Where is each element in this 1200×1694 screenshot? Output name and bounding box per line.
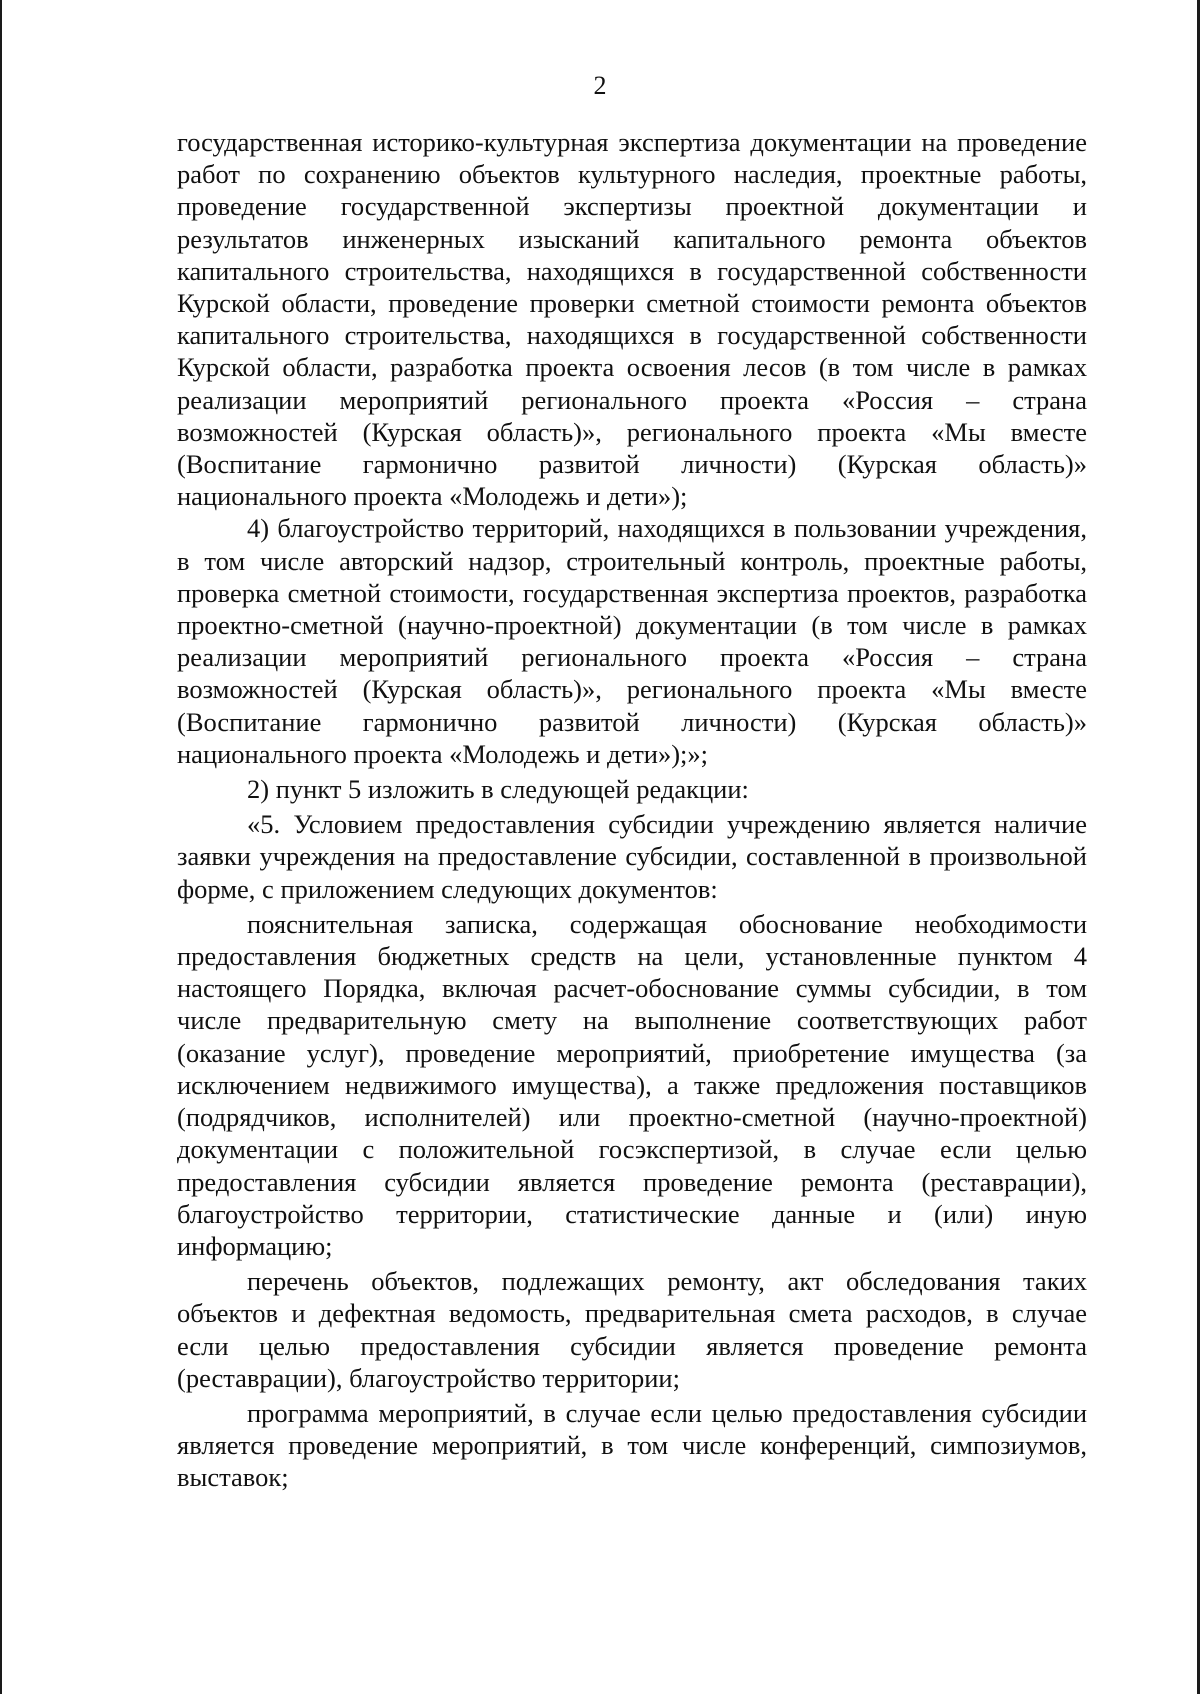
paragraph-continuation: государственная историко-культурная экспертиза документации на проведение работ по сохранению объектов культурного наследия, проектные работы, проведение государственной экспертизы проектной документации и результатов инженерных изысканий капитального ремонта объектов капитального строительства, находящихся в государственной собственности Курской области, проведение проверки сметной стоимости ремонта объектов капитального строительства, находящихся в государственной собственности Курской области, разработка проекта освоения лесов (в том числе в рамках реализации мероприятий регионального проекта «Россия – страна возможностей (Курская область)», регионального проекта «Мы вместе (Воспитание гармонично развитой личности) (Курская область)» национального проекта «Молодежь и дети»);: [177, 127, 1087, 512]
paragraph-clause-5: «5. Условием предоставления субсидии учреждению является наличие заявки учреждения на предоставление субсидии, составленной в произвольной форме, с приложением следующих документов:: [177, 809, 1087, 904]
document-body: [177, 126, 1087, 1494]
page-number: 2: [593, 71, 607, 100]
paragraph-object-list: перечень объектов, подлежащих ремонту, акт обследования таких объектов и дефектная ведомость, предварительная смета расходов, в случае если целью предоставления субсидии является проведение ремонта (реставрации), благоустройство территории;: [177, 1266, 1087, 1393]
paragraph-explanatory-note: пояснительная записка, содержащая обоснование необходимости предоставления бюджетных средств на цели, установленные пунктом 4 настоящего Порядка, включая расчет-обоснование суммы субсидии, в том числе предварительную смету на выполнение соответствующих работ (оказание услуг), проведение мероприятий, приобретение имущества (за исключением недвижимого имущества), а также предложения поставщиков (подрядчиков, исполнителей) или проектно-сметной (научно-проектной) документации с положительной госэкспертизой, в случае если целью предоставления субсидии является проведение ремонта (реставрации), благоустройство территории, статистические данные и (или) иную информацию;: [177, 908, 1087, 1261]
paragraph-amendment-2: 2) пункт 5 изложить в следующей редакции:: [247, 774, 749, 805]
paragraph-event-program: программа мероприятий, в случае если целью предоставления субсидии является проведение мероприятий, в том числе конференций, симпозиумов, выставок;: [177, 1397, 1087, 1493]
page-left-edge: [0, 0, 2, 1694]
paragraph-item-4: 4) благоустройство территорий, находящихся в пользовании учреждения, в том числе авторский надзор, строительный контроль, проектные работы, проверка сметной стоимости, государственная экспертиза проектов, разработка проектно-сметной (научно-проектной) документации (в том числе в рамках реализации мероприятий регионального проекта «Россия – страна возможностей (Курская область)», регионального проекта «Мы вместе (Воспитание гармонично развитой личности) (Курская область)» национального проекта «Молодежь и дети»);»;: [177, 513, 1087, 769]
